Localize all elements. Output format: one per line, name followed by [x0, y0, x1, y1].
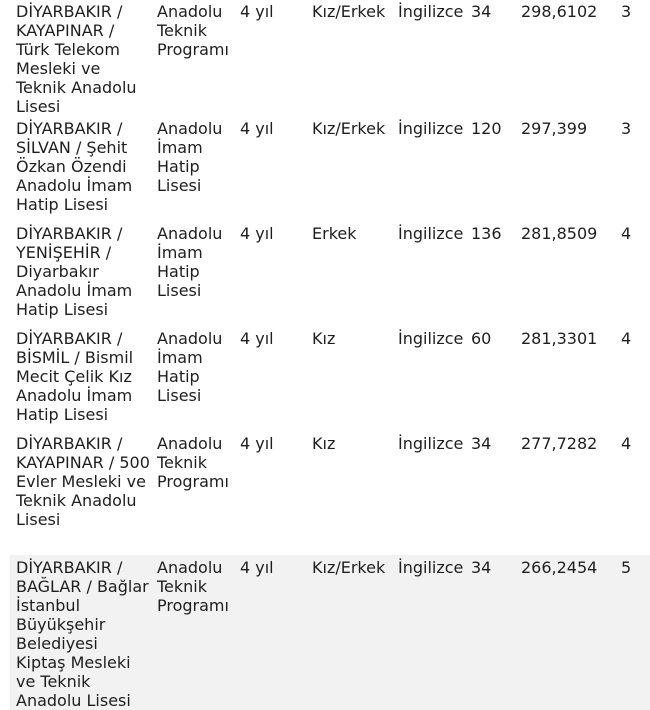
school-name-cell: DİYARBAKIR / SİLVAN / Şehit Özkan Özendi Anadolu İmam Hatip Lisesi	[16, 119, 133, 214]
program-type-cell: Anadolu İmam Hatip Lisesi	[157, 119, 223, 195]
duration-cell: 4 yıl	[240, 2, 274, 21]
gender-cell: Kız/Erkek	[312, 119, 386, 138]
score-cell: 281,3301	[521, 329, 598, 348]
table-row	[10, 555, 650, 710]
table-row	[10, 116, 650, 221]
extra-cell: 5	[615, 555, 650, 710]
language-cell: İngilizce	[392, 555, 465, 710]
school-name-cell: DİYARBAKIR / KAYAPINAR / Türk Telekom Mesleki ve Teknik Anadolu Lisesi	[16, 2, 137, 116]
program-type-cell: Anadolu Teknik Programı	[151, 555, 234, 710]
language-cell: İngilizce	[398, 2, 464, 21]
school-name-cell: DİYARBAKIR / YENİŞEHİR / Diyarbakır Anadolu İmam Hatip Lisesi	[16, 224, 133, 319]
school-table-container	[10, 0, 632, 710]
program-type-cell: Anadolu Teknik Programı	[157, 2, 229, 59]
quota-cell: 34	[471, 434, 492, 453]
quota-cell: 120	[471, 119, 502, 138]
language-cell: İngilizce	[398, 329, 464, 348]
duration-cell: 4 yıl	[240, 119, 274, 138]
extra-cell: 4	[621, 329, 632, 348]
extra-cell: 3	[621, 119, 632, 138]
score-cell: 297,399	[521, 119, 588, 138]
program-type-cell: Anadolu İmam Hatip Lisesi	[157, 224, 223, 300]
school-name-cell: DİYARBAKIR / BİSMİL / Bismil Mecit Çelik Kız Anadolu İmam Hatip Lisesi	[16, 329, 134, 424]
extra-cell: 4	[621, 434, 632, 453]
table-row	[10, 431, 650, 555]
quota-cell: 34	[471, 2, 492, 21]
table-row	[10, 221, 650, 326]
gender-cell: Kız	[312, 434, 336, 453]
gender-cell: Erkek	[312, 224, 357, 243]
extra-cell: 3	[621, 2, 632, 21]
gender-cell: Kız/Erkek	[306, 555, 392, 710]
duration-cell: 4 yıl	[234, 555, 306, 710]
extra-cell: 4	[621, 224, 632, 243]
school-table	[10, 0, 650, 710]
duration-cell: 4 yıl	[240, 434, 274, 453]
table-row	[10, 0, 650, 116]
gender-cell: Kız/Erkek	[312, 2, 386, 21]
duration-cell: 4 yıl	[240, 224, 274, 243]
score-cell: 298,6102	[521, 2, 598, 21]
language-cell: İngilizce	[398, 119, 464, 138]
school-name-cell: DİYARBAKIR / BAĞLAR / Bağlar İstanbul Büyükşehir Belediyesi Kiptaş Mesleki ve Teknik Anadolu Lisesi	[10, 555, 151, 710]
quota-cell: 34	[465, 555, 515, 710]
score-cell: 281,8509	[521, 224, 598, 243]
quota-cell: 60	[471, 329, 492, 348]
score-cell: 277,7282	[521, 434, 598, 453]
language-cell: İngilizce	[398, 434, 464, 453]
table-row	[10, 326, 650, 431]
school-name-cell: DİYARBAKIR / KAYAPINAR / 500 Evler Mesleki ve Teknik Anadolu Lisesi	[16, 434, 150, 529]
language-cell: İngilizce	[398, 224, 464, 243]
duration-cell: 4 yıl	[240, 329, 274, 348]
score-cell: 266,2454	[515, 555, 615, 710]
quota-cell: 136	[471, 224, 502, 243]
program-type-cell: Anadolu İmam Hatip Lisesi	[157, 329, 223, 405]
program-type-cell: Anadolu Teknik Programı	[157, 434, 229, 491]
gender-cell: Kız	[312, 329, 336, 348]
